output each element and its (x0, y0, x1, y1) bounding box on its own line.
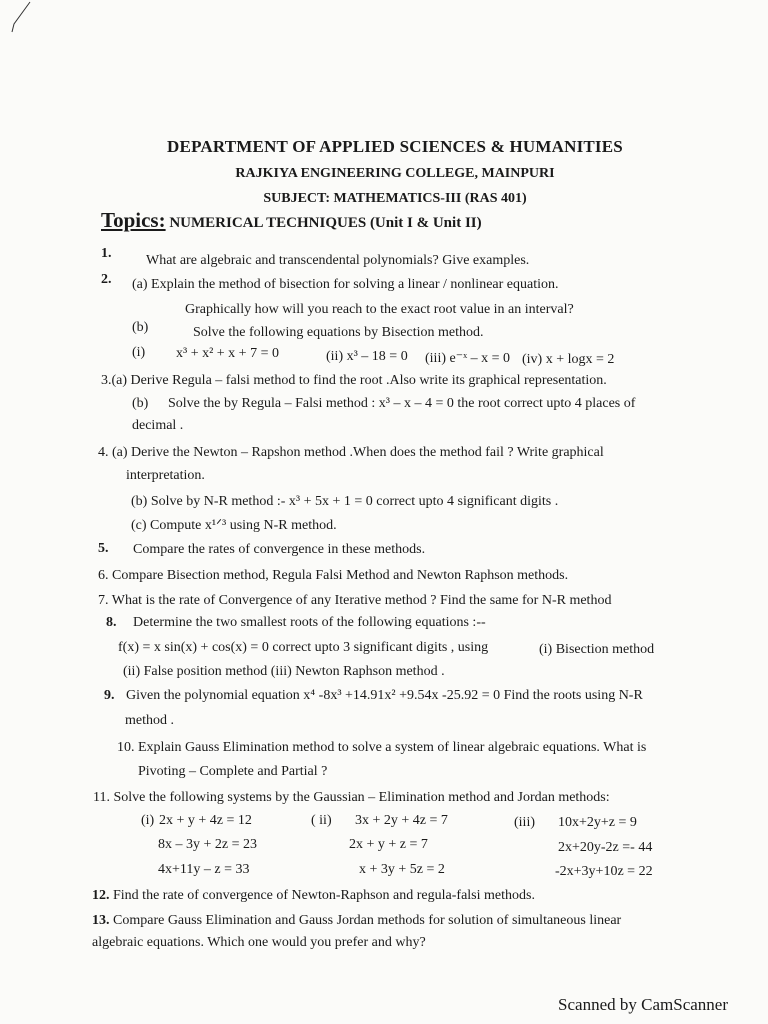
q13-text (92, 913, 621, 929)
q2-equation-iv: (iv) x + logx = 2 (522, 352, 615, 367)
q9-continuation: method . (125, 713, 174, 728)
q10-text: 10. Explain Gauss Elimination method to solve a system of linear algebraic equations. What is (117, 740, 647, 755)
q4b-text: (b) Solve by N-R method :- x³ + 5x + 1 = 0 correct upto 4 significant digits . (131, 494, 559, 509)
q3b-label: (b) (132, 396, 149, 411)
q2-equation-ii: (ii) x³ – 18 = 0 (326, 349, 408, 364)
system-iii-eq1: 10x+2y+z = 9 (558, 815, 637, 830)
q1-number: 1. (101, 246, 112, 261)
q8-equation: f(x) = x sin(x) + cos(x) = 0 correct upto 3 significant digits , using (118, 640, 489, 655)
q2b-label: (b) (132, 320, 149, 335)
system-i-eq1: 2x + y + 4z = 12 (159, 813, 252, 828)
topics-label: Topics: (101, 208, 166, 232)
system-iii-eq2: 2x+20y-2z =- 44 (558, 840, 653, 855)
q5-text: Compare the rates of convergence in these methods. (133, 542, 426, 557)
system-iii-label: (iii) (514, 815, 535, 830)
system-ii-eq1: 3x + 2y + 4z = 7 (355, 813, 448, 828)
system-iii-eq3: -2x+3y+10z = 22 (555, 864, 653, 879)
system-ii-label: ( ii) (311, 813, 332, 828)
q5-number: 5. (98, 541, 109, 556)
q2b-text: Solve the following equations by Bisection method. (193, 325, 484, 340)
camscanner-watermark: Scanned by CamScanner (558, 995, 728, 1014)
topics-text: NUMERICAL TECHNIQUES (Unit I & Unit II) (165, 215, 482, 231)
q12-body: Find the rate of convergence of Newton-Raphson and regula-falsi methods. (109, 888, 535, 903)
q1-text: What are algebraic and transcendental polynomials? Give examples. (146, 253, 530, 268)
q9-text: Given the polynomial equation x⁴ -8x³ +14.91x² +9.54x -25.92 = 0 Find the roots using N-R (126, 688, 643, 703)
system-i-eq2: 8x – 3y + 2z = 23 (158, 837, 258, 852)
department-title: DEPARTMENT OF APPLIED SCIENCES & HUMANITIES (167, 137, 623, 156)
q8-text: Determine the two smallest roots of the following equations :-- (133, 615, 486, 630)
system-i-label: (i) (141, 813, 155, 828)
q10-continuation: Pivoting – Complete and Partial ? (138, 764, 328, 779)
q13-body: Compare Gauss Elimination and Gauss Jordan methods for solution of simultaneous linear (109, 913, 622, 928)
pen-mark (0, 0, 40, 40)
q9-number: 9. (104, 688, 115, 703)
q12-text (92, 888, 535, 904)
q3b-continuation: decimal . (132, 418, 184, 433)
q8-number: 8. (106, 615, 117, 630)
system-ii-eq3: x + 3y + 5z = 2 (359, 862, 445, 877)
q3b-text: Solve the by Regula – Falsi method : x³ – x – 4 = 0 the root correct upto 4 places of (168, 396, 636, 411)
q8-options-ii-iii: (ii) False position method (iii) Newton Raphson method . (123, 664, 445, 679)
q4c-text: (c) Compute x¹ᐟ³ using N-R method. (131, 518, 337, 533)
q2-equation-i: x³ + x² + x + 7 = 0 (176, 346, 279, 361)
q2-number: 2. (101, 272, 112, 287)
q12-number: 12. (92, 888, 110, 903)
system-i-eq3: 4x+11y – z = 33 (158, 862, 250, 877)
q11-text: 11. Solve the following systems by the Gaussian – Elimination method and Jordan methods: (93, 790, 610, 805)
q4a-continuation: interpretation. (126, 468, 205, 483)
college-name: RAJKIYA ENGINEERING COLLEGE, MAINPURI (235, 166, 555, 181)
q2a-text: (a) Explain the method of bisection for solving a linear / nonlinear equation. (132, 277, 559, 292)
q13-continuation: algebraic equations. Which one would you prefer and why? (92, 935, 426, 950)
topics-heading (101, 208, 482, 233)
q2-i-label: (i) (132, 345, 146, 360)
q7-text: 7. What is the rate of Convergence of any Iterative method ? Find the same for N-R method (98, 593, 612, 608)
q3a-text: 3.(a) Derive Regula – falsi method to find the root .Also write its graphical representation. (101, 373, 607, 388)
subject-line: SUBJECT: MATHEMATICS-III (RAS 401) (263, 191, 527, 206)
system-ii-eq2: 2x + y + z = 7 (349, 837, 428, 852)
q2-equation-iii: (iii) e⁻ˣ – x = 0 (425, 351, 511, 366)
q8-option-i: (i) Bisection method (539, 642, 655, 657)
q6-text: 6. Compare Bisection method, Regula Falsi Method and Newton Raphson methods. (98, 568, 569, 583)
q13-number: 13. (92, 913, 110, 928)
q4a-text: 4. (a) Derive the Newton – Rapshon method .When does the method fail ? Write graphical (98, 445, 604, 460)
q2a-continuation: Graphically how will you reach to the exact root value in an interval? (185, 302, 574, 317)
